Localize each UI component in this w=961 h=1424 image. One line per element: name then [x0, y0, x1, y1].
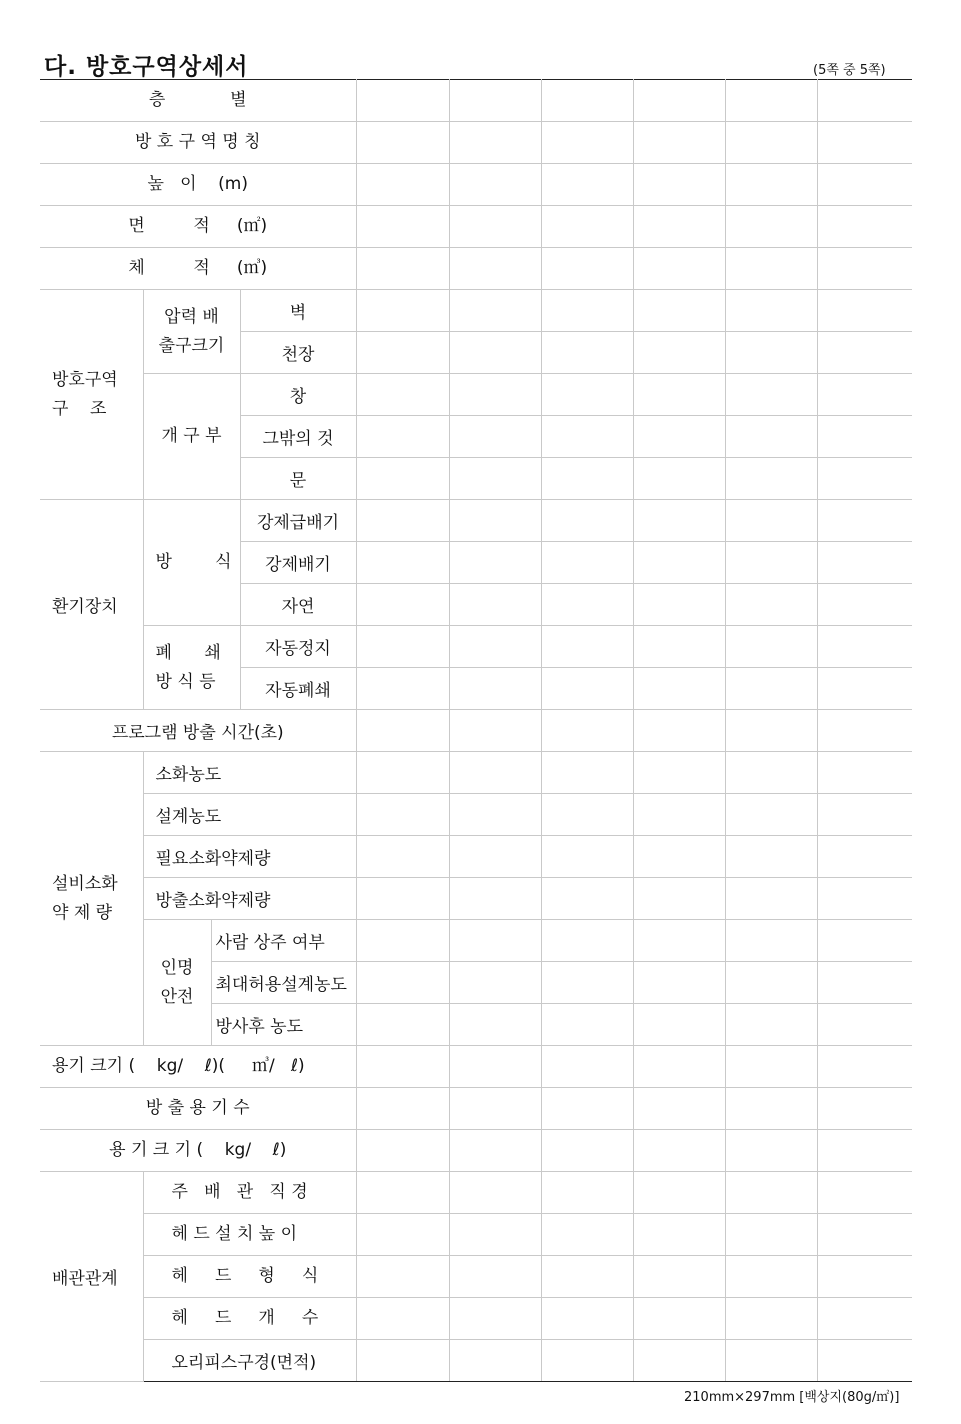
cell[interactable]: [541, 500, 633, 542]
label-max-design-concentration: 최대허용설계농도: [211, 962, 356, 1004]
cell[interactable]: [356, 584, 449, 626]
cell[interactable]: [725, 332, 817, 374]
cell[interactable]: [356, 1088, 449, 1130]
cell[interactable]: [541, 1172, 633, 1214]
cell[interactable]: [356, 710, 449, 752]
cell[interactable]: [817, 668, 912, 710]
row-head-type: [40, 1256, 912, 1298]
cell[interactable]: [817, 710, 912, 752]
cell[interactable]: [633, 1046, 725, 1088]
row-design-concentration: [40, 794, 912, 836]
label-head-count: 헤 드 개 수: [143, 1298, 356, 1340]
cell[interactable]: [633, 374, 725, 416]
cell[interactable]: [725, 1340, 817, 1382]
cell[interactable]: [541, 122, 633, 164]
cell[interactable]: [817, 1088, 912, 1130]
cell[interactable]: [725, 962, 817, 1004]
cell[interactable]: [449, 542, 541, 584]
cell[interactable]: [356, 1256, 449, 1298]
cell[interactable]: [449, 500, 541, 542]
cell[interactable]: [725, 164, 817, 206]
cell[interactable]: [633, 332, 725, 374]
cell[interactable]: [449, 206, 541, 248]
cell[interactable]: [817, 1214, 912, 1256]
cell[interactable]: [817, 248, 912, 290]
label-floor: 층 별: [40, 80, 356, 122]
cell[interactable]: [541, 1004, 633, 1046]
cell[interactable]: [356, 794, 449, 836]
label-container-size-1: 용기 크기 ( kg/ ℓ)( ㎥/ ℓ): [40, 1046, 356, 1088]
cell[interactable]: [817, 1004, 912, 1046]
cell[interactable]: [449, 710, 541, 752]
cell[interactable]: [817, 290, 912, 332]
cell[interactable]: [449, 332, 541, 374]
cell[interactable]: [633, 626, 725, 668]
cell[interactable]: [725, 122, 817, 164]
label-wall: 벽: [240, 290, 356, 332]
row-window: [40, 374, 912, 416]
cell[interactable]: [541, 920, 633, 962]
cell[interactable]: [633, 878, 725, 920]
cell[interactable]: [633, 80, 725, 122]
cell[interactable]: [817, 962, 912, 1004]
cell[interactable]: [449, 122, 541, 164]
cell[interactable]: [725, 878, 817, 920]
cell[interactable]: [633, 1256, 725, 1298]
cell[interactable]: [449, 752, 541, 794]
cell[interactable]: [633, 500, 725, 542]
cell[interactable]: [725, 1046, 817, 1088]
cell[interactable]: [633, 1088, 725, 1130]
cell[interactable]: [541, 374, 633, 416]
cell[interactable]: [633, 668, 725, 710]
cell[interactable]: [725, 1004, 817, 1046]
row-container-size-2: [40, 1130, 912, 1172]
cell[interactable]: [449, 1256, 541, 1298]
row-occupancy: [40, 920, 912, 962]
cell[interactable]: [817, 332, 912, 374]
cell[interactable]: [541, 710, 633, 752]
row-wall: [40, 290, 912, 332]
cell[interactable]: [633, 1004, 725, 1046]
cell[interactable]: [356, 374, 449, 416]
cell[interactable]: [817, 1256, 912, 1298]
cell[interactable]: [633, 584, 725, 626]
row-orifice: [40, 1340, 912, 1382]
cell[interactable]: [633, 794, 725, 836]
label-required-agent: 필요소화약제량: [143, 836, 356, 878]
cell[interactable]: [725, 1256, 817, 1298]
cell[interactable]: [633, 542, 725, 584]
row-container-size-1: [40, 1046, 912, 1088]
cell[interactable]: [725, 1214, 817, 1256]
cell[interactable]: [541, 584, 633, 626]
cell[interactable]: [449, 458, 541, 500]
row-height: [40, 164, 912, 206]
cell[interactable]: [449, 290, 541, 332]
cell[interactable]: [725, 500, 817, 542]
cell[interactable]: [633, 1130, 725, 1172]
label-auto-stop: 자동정지: [240, 626, 356, 668]
row-program-time: [40, 710, 912, 752]
cell[interactable]: [449, 878, 541, 920]
cell[interactable]: [449, 794, 541, 836]
cell[interactable]: [725, 920, 817, 962]
label-orifice: 오리피스구경(면적): [143, 1340, 356, 1382]
cell[interactable]: [449, 1004, 541, 1046]
cell[interactable]: [633, 710, 725, 752]
cell[interactable]: [817, 80, 912, 122]
row-required-agent: [40, 836, 912, 878]
cell[interactable]: [356, 206, 449, 248]
cell[interactable]: [449, 248, 541, 290]
cell[interactable]: [725, 710, 817, 752]
cell[interactable]: [449, 920, 541, 962]
row-discharge-agent: [40, 878, 912, 920]
cell[interactable]: [449, 836, 541, 878]
label-occupancy: 사람 상주 여부: [211, 920, 356, 962]
cell[interactable]: [725, 290, 817, 332]
label-protected-structure: 방호구역 구 조: [40, 290, 143, 500]
cell[interactable]: [541, 1298, 633, 1340]
cell[interactable]: [449, 416, 541, 458]
cell[interactable]: [356, 332, 449, 374]
row-forced-supply-exhaust: [40, 500, 912, 542]
cell[interactable]: [449, 1298, 541, 1340]
cell[interactable]: [356, 668, 449, 710]
label-height: 높 이 (m): [40, 164, 356, 206]
cell[interactable]: [356, 458, 449, 500]
cell[interactable]: [725, 752, 817, 794]
cell[interactable]: [817, 500, 912, 542]
cell[interactable]: [725, 584, 817, 626]
cell[interactable]: [817, 794, 912, 836]
label-discharge-containers: 방 출 용 기 수: [40, 1088, 356, 1130]
protected-zone-detail-table: [40, 79, 912, 1382]
label-ventilation: 환기장치: [40, 500, 143, 710]
cell[interactable]: [541, 248, 633, 290]
cell[interactable]: [449, 80, 541, 122]
cell[interactable]: [817, 206, 912, 248]
cell[interactable]: [633, 836, 725, 878]
cell[interactable]: [633, 458, 725, 500]
cell[interactable]: [356, 290, 449, 332]
label-container-size-2: 용 기 크 기 ( kg/ ℓ): [40, 1130, 356, 1172]
label-method: 방 식: [143, 500, 240, 626]
row-head-count: [40, 1298, 912, 1340]
label-forced-exhaust: 강제배기: [240, 542, 356, 584]
cell[interactable]: [541, 752, 633, 794]
label-other: 그밖의 것: [240, 416, 356, 458]
cell[interactable]: [725, 248, 817, 290]
cell[interactable]: [817, 752, 912, 794]
row-discharge-containers: [40, 1088, 912, 1130]
cell[interactable]: [633, 290, 725, 332]
cell[interactable]: [633, 962, 725, 1004]
label-area: 면 적 (㎡): [40, 206, 356, 248]
label-main-pipe-diameter: 주 배 관 직 경: [143, 1172, 356, 1214]
cell[interactable]: [449, 1214, 541, 1256]
cell[interactable]: [449, 1046, 541, 1088]
cell[interactable]: [817, 1298, 912, 1340]
cell[interactable]: [633, 164, 725, 206]
cell[interactable]: [541, 164, 633, 206]
cell[interactable]: [817, 836, 912, 878]
cell[interactable]: [725, 1130, 817, 1172]
cell[interactable]: [725, 206, 817, 248]
label-forced-supply-exhaust: 강제급배기: [240, 500, 356, 542]
label-agent-amount: 설비소화 약 제 량: [40, 752, 143, 1046]
label-pressure-vent: 압력 배 출구크기: [143, 290, 240, 374]
label-program-time: 프로그램 방출 시간(초): [40, 710, 356, 752]
row-floor: [40, 80, 912, 122]
cell[interactable]: [541, 1088, 633, 1130]
cell[interactable]: [633, 920, 725, 962]
cell[interactable]: [356, 122, 449, 164]
cell[interactable]: [817, 374, 912, 416]
label-zone-name: 방 호 구 역 명 칭: [40, 122, 356, 164]
cell[interactable]: [725, 542, 817, 584]
cell[interactable]: [817, 1172, 912, 1214]
cell[interactable]: [356, 1004, 449, 1046]
cell[interactable]: [817, 626, 912, 668]
cell[interactable]: [356, 248, 449, 290]
cell[interactable]: [356, 1340, 449, 1382]
cell[interactable]: [725, 668, 817, 710]
row-head-height: [40, 1214, 912, 1256]
cell[interactable]: [356, 1298, 449, 1340]
cell[interactable]: [541, 794, 633, 836]
cell[interactable]: [725, 836, 817, 878]
row-zone-name: [40, 122, 912, 164]
cell[interactable]: [541, 458, 633, 500]
cell[interactable]: [725, 80, 817, 122]
cell[interactable]: [633, 1214, 725, 1256]
cell[interactable]: [449, 374, 541, 416]
cell[interactable]: [449, 668, 541, 710]
cell[interactable]: [633, 122, 725, 164]
cell[interactable]: [449, 1172, 541, 1214]
cell[interactable]: [449, 1340, 541, 1382]
label-volume: 체 적 (㎥): [40, 248, 356, 290]
cell[interactable]: [725, 626, 817, 668]
row-volume: [40, 248, 912, 290]
label-piping: 배관관계: [40, 1172, 143, 1382]
cell[interactable]: [356, 626, 449, 668]
cell[interactable]: [541, 626, 633, 668]
cell[interactable]: [449, 584, 541, 626]
row-main-pipe-diameter: [40, 1172, 912, 1214]
cell[interactable]: [356, 1046, 449, 1088]
cell[interactable]: [449, 962, 541, 1004]
label-head-height: 헤 드 설 치 높 이: [143, 1214, 356, 1256]
cell[interactable]: [449, 1088, 541, 1130]
cell[interactable]: [541, 878, 633, 920]
cell[interactable]: [356, 962, 449, 1004]
cell[interactable]: [541, 836, 633, 878]
cell[interactable]: [356, 1214, 449, 1256]
label-window: 창: [240, 374, 356, 416]
label-life-safety: 인명 안전: [143, 920, 211, 1046]
label-discharge-agent: 방출소화약제량: [143, 878, 356, 920]
label-closing-method: 폐 쇄 방 식 등: [143, 626, 240, 710]
cell[interactable]: [541, 80, 633, 122]
label-post-discharge-concentration: 방사후 농도: [211, 1004, 356, 1046]
cell[interactable]: [725, 1088, 817, 1130]
label-auto-close: 자동폐쇄: [240, 668, 356, 710]
cell[interactable]: [633, 752, 725, 794]
cell[interactable]: [449, 1130, 541, 1172]
label-opening: 개 구 부: [143, 374, 240, 500]
page-indicator: (5쪽 중 5쪽): [813, 63, 886, 78]
cell[interactable]: [817, 1046, 912, 1088]
cell[interactable]: [817, 878, 912, 920]
cell[interactable]: [541, 206, 633, 248]
cell[interactable]: [541, 332, 633, 374]
cell[interactable]: [725, 1298, 817, 1340]
label-door: 문: [240, 458, 356, 500]
cell[interactable]: [356, 542, 449, 584]
cell[interactable]: [817, 164, 912, 206]
cell[interactable]: [725, 794, 817, 836]
label-design-concentration: 설계농도: [143, 794, 356, 836]
cell[interactable]: [817, 122, 912, 164]
cell[interactable]: [817, 920, 912, 962]
cell[interactable]: [356, 836, 449, 878]
paper-spec: 210mm×297mm [백상지(80g/㎡)]: [684, 1390, 900, 1405]
cell[interactable]: [633, 248, 725, 290]
cell[interactable]: [541, 1256, 633, 1298]
cell[interactable]: [817, 1130, 912, 1172]
form-title: 다. 방호구역상세서: [44, 54, 249, 80]
cell[interactable]: [541, 290, 633, 332]
cell[interactable]: [633, 416, 725, 458]
cell[interactable]: [356, 80, 449, 122]
cell[interactable]: [541, 668, 633, 710]
cell[interactable]: [356, 500, 449, 542]
cell[interactable]: [449, 626, 541, 668]
cell[interactable]: [356, 752, 449, 794]
row-extinguishing-concentration: [40, 752, 912, 794]
cell[interactable]: [541, 1130, 633, 1172]
cell[interactable]: [817, 416, 912, 458]
row-auto-stop: [40, 626, 912, 668]
cell[interactable]: [633, 1298, 725, 1340]
label-head-type: 헤 드 형 식: [143, 1256, 356, 1298]
cell[interactable]: [725, 458, 817, 500]
cell[interactable]: [356, 1130, 449, 1172]
cell[interactable]: [633, 1340, 725, 1382]
cell[interactable]: [356, 920, 449, 962]
cell[interactable]: [817, 542, 912, 584]
cell[interactable]: [541, 416, 633, 458]
cell[interactable]: [356, 416, 449, 458]
cell[interactable]: [541, 1340, 633, 1382]
cell[interactable]: [817, 1340, 912, 1382]
label-extinguishing-concentration: 소화농도: [143, 752, 356, 794]
cell[interactable]: [725, 416, 817, 458]
cell[interactable]: [817, 584, 912, 626]
cell[interactable]: [541, 1214, 633, 1256]
label-ceiling: 천장: [240, 332, 356, 374]
cell[interactable]: [541, 542, 633, 584]
cell[interactable]: [356, 1172, 449, 1214]
cell[interactable]: [633, 1172, 725, 1214]
cell[interactable]: [725, 374, 817, 416]
cell[interactable]: [356, 878, 449, 920]
cell[interactable]: [817, 458, 912, 500]
row-area: [40, 206, 912, 248]
cell[interactable]: [541, 1046, 633, 1088]
label-natural: 자연: [240, 584, 356, 626]
cell[interactable]: [633, 206, 725, 248]
cell[interactable]: [541, 962, 633, 1004]
cell[interactable]: [725, 1172, 817, 1214]
cell[interactable]: [449, 164, 541, 206]
cell[interactable]: [356, 164, 449, 206]
